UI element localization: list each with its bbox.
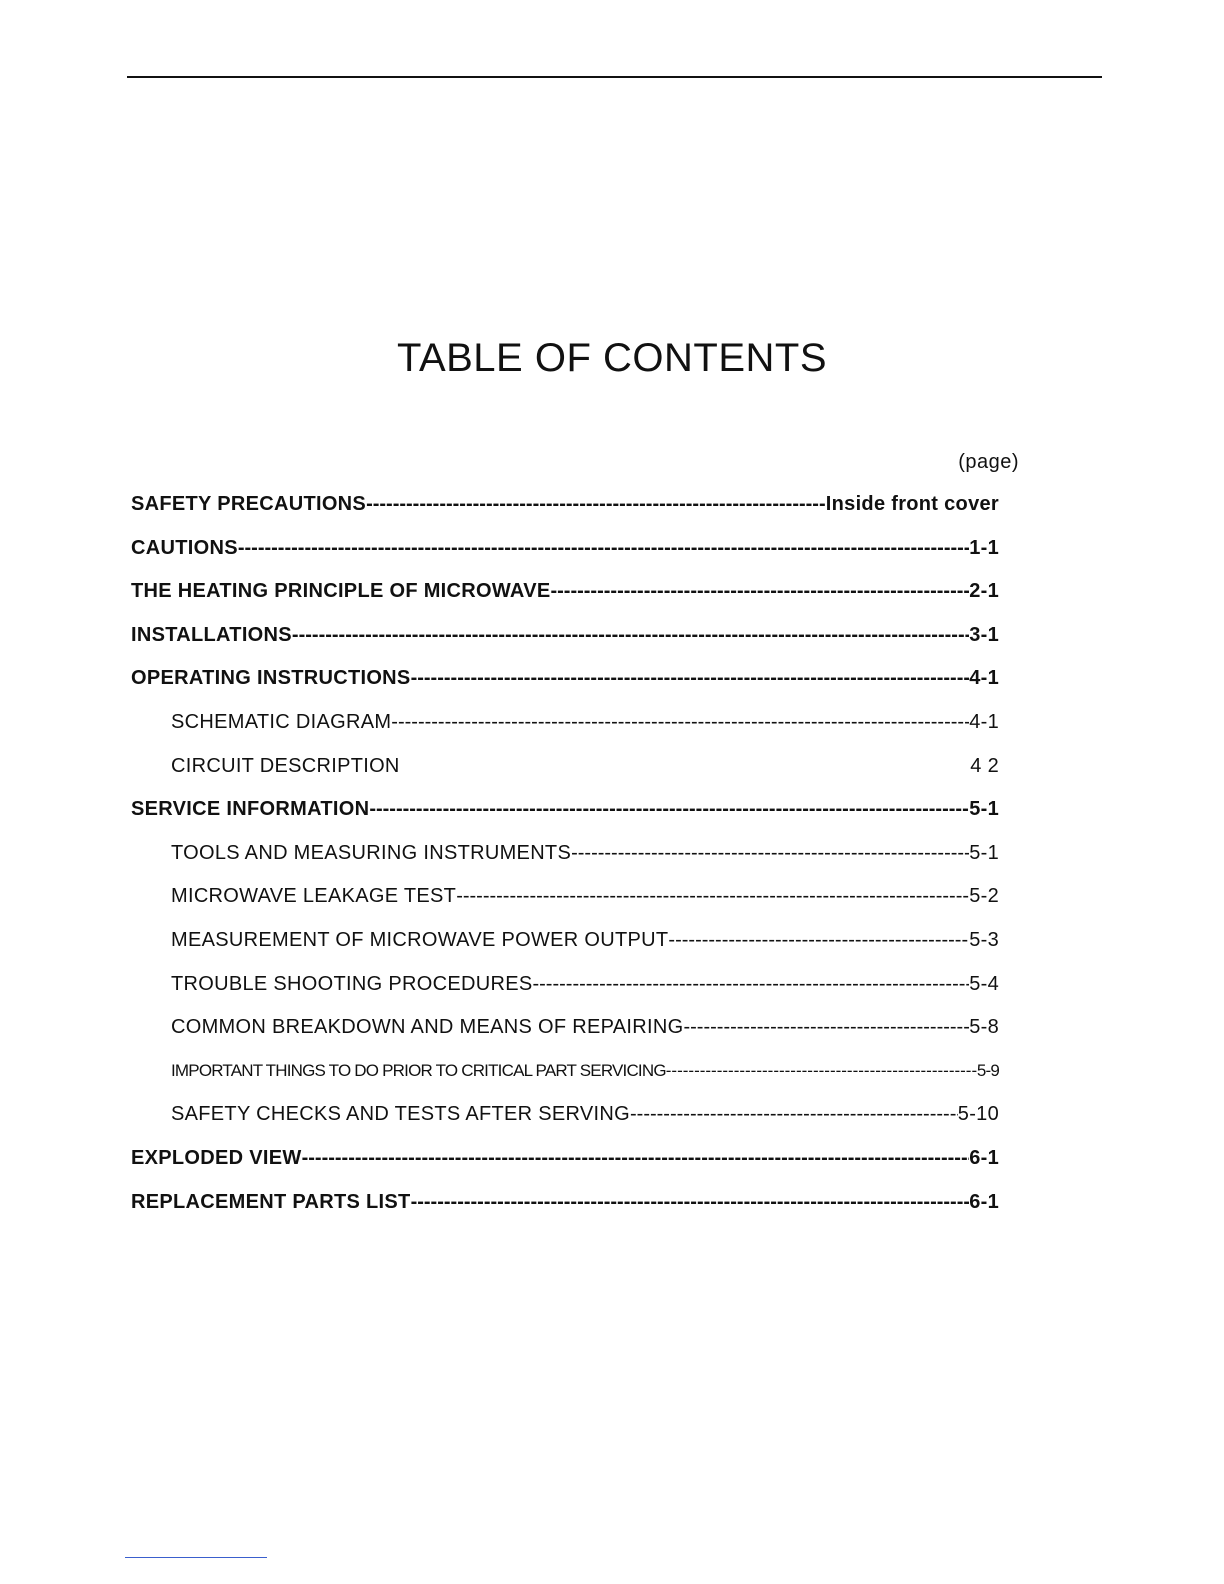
toc-entry-page: 5-9	[976, 1060, 999, 1080]
toc-entry-title: INSTALLATIONS	[131, 623, 292, 646]
toc-entry-title: REPLACEMENT PARTS LIST	[131, 1190, 411, 1213]
toc-entry-title: THE HEATING PRINCIPLE OF MICROWAVE	[131, 580, 551, 603]
page-title: TABLE OF CONTENTS	[396, 336, 828, 380]
toc-leader	[550, 576, 969, 606]
toc-leader	[302, 1143, 970, 1173]
toc-list	[131, 489, 999, 1230]
toc-entry-replacement-parts[interactable]	[131, 1187, 999, 1231]
toc-entry-title: TROUBLE SHOOTING PROCEDURES	[171, 972, 533, 995]
toc-entry-exploded-view[interactable]	[131, 1143, 999, 1187]
toc-leader	[683, 1012, 969, 1042]
toc-entry-safety-precautions[interactable]	[131, 489, 999, 533]
toc-entry-title: CIRCUIT DESCRIPTION	[171, 754, 400, 777]
toc-leader	[411, 663, 970, 693]
toc-entry-page: 5-2	[969, 885, 999, 908]
toc-entry-operating-instructions[interactable]	[131, 663, 999, 707]
toc-entry-page: 5-8	[969, 1016, 999, 1039]
toc-leader	[411, 1187, 970, 1217]
toc-entry-cautions[interactable]	[131, 533, 999, 577]
toc-entry-page: 4-1	[969, 710, 999, 733]
toc-entry-page: 4 2	[970, 754, 999, 777]
toc-entry-title: SAFETY CHECKS AND TESTS AFTER SERVING	[171, 1103, 630, 1126]
toc-entry-installations[interactable]	[131, 620, 999, 664]
top-rule	[127, 76, 1102, 78]
toc-entry-page: 5-10	[957, 1103, 999, 1126]
toc-entry-service-information[interactable]	[131, 794, 999, 838]
toc-leader	[630, 1099, 958, 1129]
toc-entry-page: 1-1	[969, 536, 999, 559]
toc-entry-tools-instruments[interactable]	[131, 838, 999, 882]
bottom-link-underline	[125, 1557, 267, 1558]
toc-entry-power-output[interactable]	[131, 925, 999, 969]
page-column-label: (page)	[958, 451, 1019, 473]
toc-leader	[666, 1056, 977, 1086]
toc-leader	[571, 838, 969, 868]
toc-entry-page: Inside front cover	[825, 493, 999, 515]
toc-leader	[532, 969, 969, 999]
toc-entry-page: 6-1	[969, 1190, 999, 1213]
toc-leader	[668, 925, 969, 955]
toc-entry-title: EXPLODED VIEW	[131, 1146, 302, 1169]
toc-entry-common-breakdown[interactable]	[131, 1012, 999, 1056]
toc-leader	[366, 489, 826, 519]
toc-entry-title: MICROWAVE LEAKAGE TEST	[171, 885, 457, 908]
toc-entry-page: 5-4	[969, 972, 999, 995]
toc-entry-trouble-shooting[interactable]	[131, 969, 999, 1013]
toc-entry-title: IMPORTANT THINGS TO DO PRIOR TO CRITICAL PART SERVICING	[171, 1060, 666, 1080]
toc-entry-title: TOOLS AND MEASURING INSTRUMENTS	[171, 841, 572, 864]
toc-leader	[369, 794, 969, 824]
toc-entry-page: 5-1	[969, 798, 999, 821]
toc-entry-heating-principle[interactable]	[131, 576, 999, 620]
toc-entry-title: SERVICE INFORMATION	[131, 798, 370, 821]
toc-entry-page: 2-1	[969, 580, 999, 603]
toc-leader	[238, 533, 969, 563]
toc-entry-title: OPERATING INSTRUCTIONS	[131, 667, 411, 690]
toc-entry-circuit-description[interactable]	[131, 751, 999, 795]
toc-leader	[391, 707, 969, 737]
toc-entry-page: 4-1	[969, 667, 999, 690]
toc-entry-page: 5-1	[969, 841, 999, 864]
toc-entry-leakage-test[interactable]	[131, 881, 999, 925]
toc-leader	[292, 620, 969, 650]
toc-entry-title: SAFETY PRECAUTIONS	[131, 493, 367, 515]
toc-entry-critical-part-servicing[interactable]	[131, 1056, 999, 1100]
toc-entry-title: SCHEMATIC DIAGRAM	[171, 710, 392, 733]
toc-leader	[456, 881, 969, 911]
toc-entry-title: COMMON BREAKDOWN AND MEANS OF REPAIRING	[171, 1016, 684, 1039]
toc-entry-page: 3-1	[969, 623, 999, 646]
toc-entry-schematic-diagram[interactable]	[131, 707, 999, 751]
toc-entry-page: 6-1	[969, 1146, 999, 1169]
toc-entry-page: 5-3	[969, 928, 999, 951]
toc-entry-safety-checks[interactable]	[131, 1099, 999, 1143]
toc-entry-title: CAUTIONS	[131, 536, 238, 559]
toc-entry-title: MEASUREMENT OF MICROWAVE POWER OUTPUT	[171, 928, 669, 951]
